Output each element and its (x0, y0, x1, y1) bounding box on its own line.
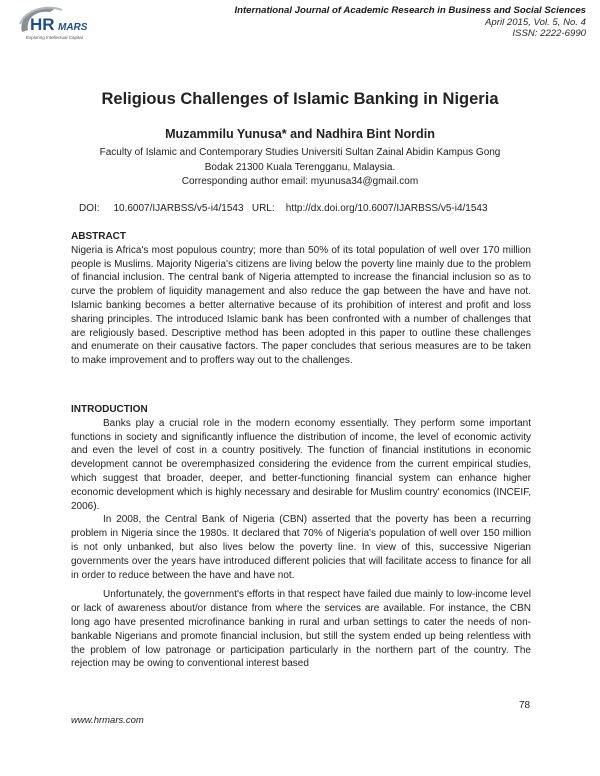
introduction-paragraph-1: Banks play a crucial role in the modern economy essentially. They perform some important functions in society and significantly influence the distribution of income, the level of economic activity and even the level of cost in a country positively. The function of financial institutions in economic development cannot be overemphasized considering the evidence from the current empirical studies, which suggest that broader, deeper, and better-functioning financial system can enhance higher economic development which is highly necessary and desirable for Muslim country' economics (INCEIF, 2006). (71, 417, 531, 512)
journal-issn: ISSN: 2222-6990 (512, 28, 586, 39)
introduction-paragraph-2: In 2008, the Central Bank of Nigeria (CBN) asserted that the poverty has been a recurring problem in Nigeria since the 1980s. It declared that 70% of Nigeria's population of well over 150 million is not only unbanked, but also lives below the poverty line. In view of this, successive Nigerian governments over the years have introduced different policies that will facilitate access to finance for all in order to reduce between the have and have not. (71, 514, 531, 581)
introduction-paragraph-3: Unfortunately, the government's efforts in that respect have failed due mainly to low-income level or lack of awareness about/or distance from where the services are available. For instance, the CBN long ago have presented microfinance banking in rural and urban settings to cater the needs of non-bankable Nigerians and promote financial inclusion, but still the system ended up being relentless with the problem of low patronage or participation particularly in the northern part of the country. The rejection may be owing to conventional interest based (71, 589, 531, 670)
hrmars-logo-mark (16, 2, 124, 46)
affiliation-line-2: Bodak 21300 Kuala Terengganu, Malaysia. (204, 161, 396, 173)
hrmars-logo (16, 2, 124, 46)
footer-url: www.hrmars.com (71, 715, 144, 726)
affiliation-line-1: Faculty of Islamic and Contemporary Studies Universiti Sultan Zainal Abidin Kampus Gong (99, 147, 501, 158)
abstract-text: Nigeria is Africa's most populous country; more than 50% of its total population of well over 170 million people is Muslims. Majority Nigeria's citizens are living below the poverty line mainly due to the problem of financial inclusion. The central bank of Nigeria attempted to increase the financial inclusion so as to curve the problem of liquidity management and also reduce the gap between the have and have not. Islamic banking becomes a better alternative because of its prohibition of interest and profit and loss sharing principles. The introduced Islamic bank has been confronted with a number of challenges that are religiously based. Descriptive method has been adopted in this paper to outline these challenges and enumerate on their causative factors. The paper concludes that serious measures are to be taken to make improvement and to proffers way out to the challenges. (71, 244, 531, 367)
journal-header (234, 5, 586, 40)
paper-title: Religious Challenges of Islamic Banking in Nigeria (101, 90, 499, 108)
page-number: 78 (519, 700, 531, 711)
svg-text:Exploring Intellectual Capital: Exploring Intellectual Capital (26, 35, 83, 40)
introduction-section (71, 403, 531, 671)
svg-text:MARS: MARS (58, 22, 88, 33)
doi-line: DOI: 10.6007/IJARBSS/v5-i4/1543 URL: http://dx.doi.org/10.6007/IJARBSS/v5-i4/1543 (79, 203, 488, 214)
corresponding-email: Corresponding author email: myunusa34@gmail.com (181, 176, 419, 187)
author-affiliation (0, 146, 600, 190)
abstract-section (71, 230, 531, 368)
abstract-heading: ABSTRACT (71, 231, 126, 242)
journal-name: International Journal of Academic Research in Business and Social Sciences (234, 5, 586, 16)
journal-issue: April 2015, Vol. 5, No. 4 (485, 16, 586, 28)
introduction-heading: INTRODUCTION (71, 404, 148, 415)
logo-text: HR (30, 15, 55, 34)
paper-authors: Muzammilu Yunusa* and Nadhira Bint Nordin (165, 127, 435, 141)
